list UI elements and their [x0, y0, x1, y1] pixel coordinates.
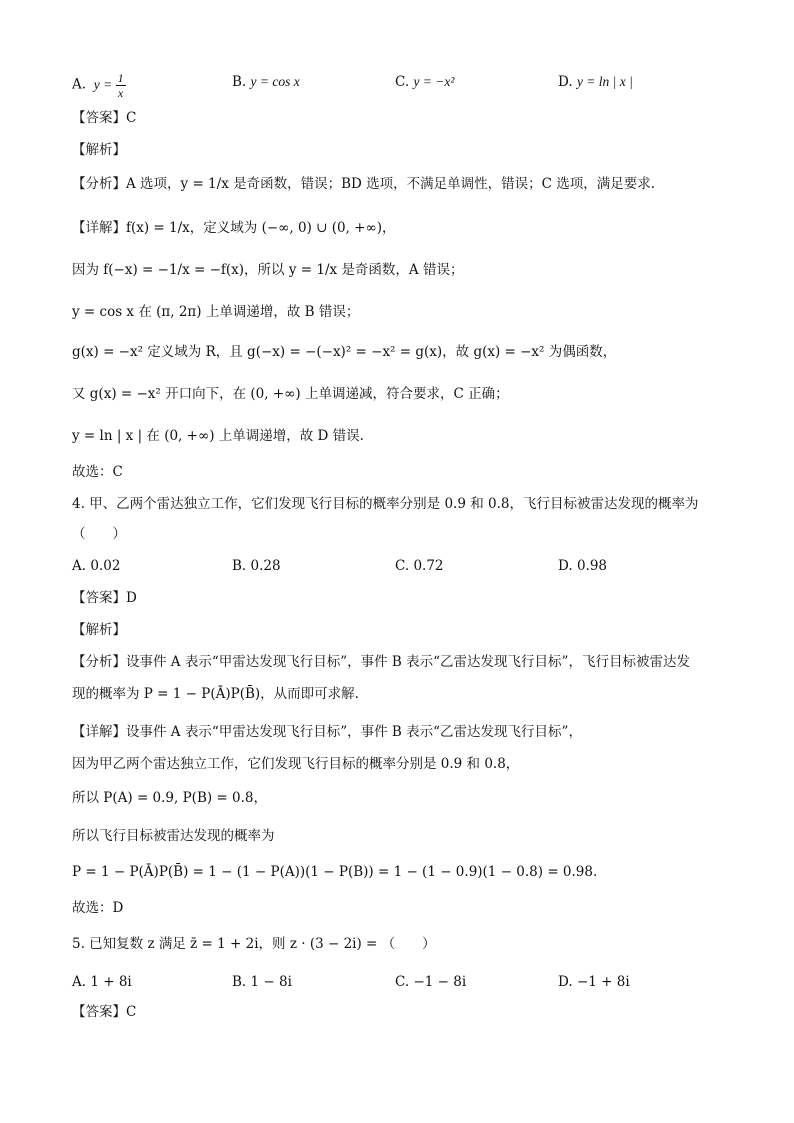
q3-option-c: C. y = −x²	[395, 74, 455, 90]
q4-option-a: A. 0.02	[72, 558, 121, 574]
q4-stem-1: 4. 甲、乙两个雷达独立工作，它们发现飞行目标的概率分别是 0.9 和 0.8，飞行目标被雷达发现的概率为	[72, 496, 699, 512]
q3-analysis-tag: 【解析】	[72, 142, 126, 158]
q3-xiangjie-3: y = cos x 在 (π, 2π) 上单调递增，故 B 错误；	[72, 304, 360, 320]
q3-fenxi: 【分析】A 选项，y = 1/x 是奇函数，错误；BD 选项，不满足单调性，错误；C 选项，满足要求.	[72, 176, 656, 192]
q4-answer: 【答案】D	[72, 590, 137, 606]
q5-option-a: A. 1 + 8i	[72, 974, 132, 990]
q5-option-d: D. −1 + 8i	[558, 974, 630, 990]
q3-xiangjie-4: g(x) = −x² 定义域为 R，且 g(−x) = −(−x)² = −x² = g(x)，故 g(x) = −x² 为偶函数，	[72, 344, 617, 360]
q3-option-b-math: y = cos x	[250, 74, 300, 89]
q3-option-a-math: y = $\frac{1}{x}$	[90, 71, 124, 100]
q4-option-b: B. 0.28	[232, 558, 281, 574]
q3-option-d-math: y = ln | x |	[576, 74, 633, 89]
q4-analysis-tag: 【解析】	[72, 622, 126, 638]
q3-xiangjie-6: y = ln | x | 在 (0, +∞) 上单调递增，故 D 错误.	[72, 428, 364, 444]
q4-xiangjie-3: 所以 P(A) = 0.9, P(B) = 0.8，	[72, 790, 268, 806]
q3-answer: 【答案】C	[72, 110, 137, 126]
q3-option-d: D. y = ln | x |	[558, 74, 633, 90]
q5-stem: 5. 已知复数 z 满足 z̄ = 1 + 2i，则 z · (3 − 2i) = （ ）	[72, 936, 436, 952]
q4-stem-2: （ ）	[72, 526, 126, 542]
q3-xiangjie-2: 因为 f(−x) = −1/x = −f(x)，所以 y = 1/x 是奇函数，A 错误；	[72, 262, 464, 278]
q3-xiangjie-5: 又 g(x) = −x² 开口向下，在 (0, +∞) 上单调递减，符合要求，C 正确；	[72, 386, 509, 402]
q4-xiangjie-2: 因为甲乙两个雷达独立工作，它们发现飞行目标的概率分别是 0.9 和 0.8，	[72, 756, 520, 772]
q3-choose: 故选：C	[72, 464, 123, 480]
q4-choose: 故选：D	[72, 900, 124, 916]
q4-fenxi-2: 现的概率为 P = 1 − P(Ā)P(B̄)，从而即可求解.	[72, 686, 359, 702]
q4-fenxi-1: 【分析】设事件 A 表示“甲雷达发现飞行目标”，事件 B 表示“乙雷达发现飞行目标”，飞行目标被雷达发	[72, 654, 690, 670]
q4-xiangjie-4: 所以飞行目标被雷达发现的概率为	[72, 828, 275, 844]
q5-option-b: B. 1 − 8i	[232, 974, 292, 990]
q4-option-c: C. 0.72	[395, 558, 444, 574]
q5-answer: 【答案】C	[72, 1004, 137, 1020]
q3-fenxi-text: A 选项，y = 1/x 是奇函数，错误；BD 选项，不满足单调性，错误；C 选项，满足要求.	[126, 176, 656, 192]
q4-xiangjie-5: P = 1 − P(Ā)P(B̄) = 1 − (1 − P(A))(1 − P(B)) = 1 − (1 − 0.9)(1 − 0.8) = 0.98.	[72, 864, 598, 880]
q4-xiangjie-1: 【详解】设事件 A 表示“甲雷达发现飞行目标”，事件 B 表示“乙雷达发现飞行目标”，	[72, 724, 582, 740]
q3-option-a: A. y = $\frac{1}{x}$	[72, 71, 124, 100]
q5-option-c: C. −1 − 8i	[395, 974, 467, 990]
q3-xiangjie-1: 【详解】f(x) = 1/x，定义域为 (−∞, 0) ∪ (0, +∞)，	[72, 220, 396, 236]
q4-option-d: D. 0.98	[558, 558, 607, 574]
q3-option-b: B. y = cos x	[232, 74, 300, 90]
q3-option-c-math: y = −x²	[413, 74, 455, 89]
